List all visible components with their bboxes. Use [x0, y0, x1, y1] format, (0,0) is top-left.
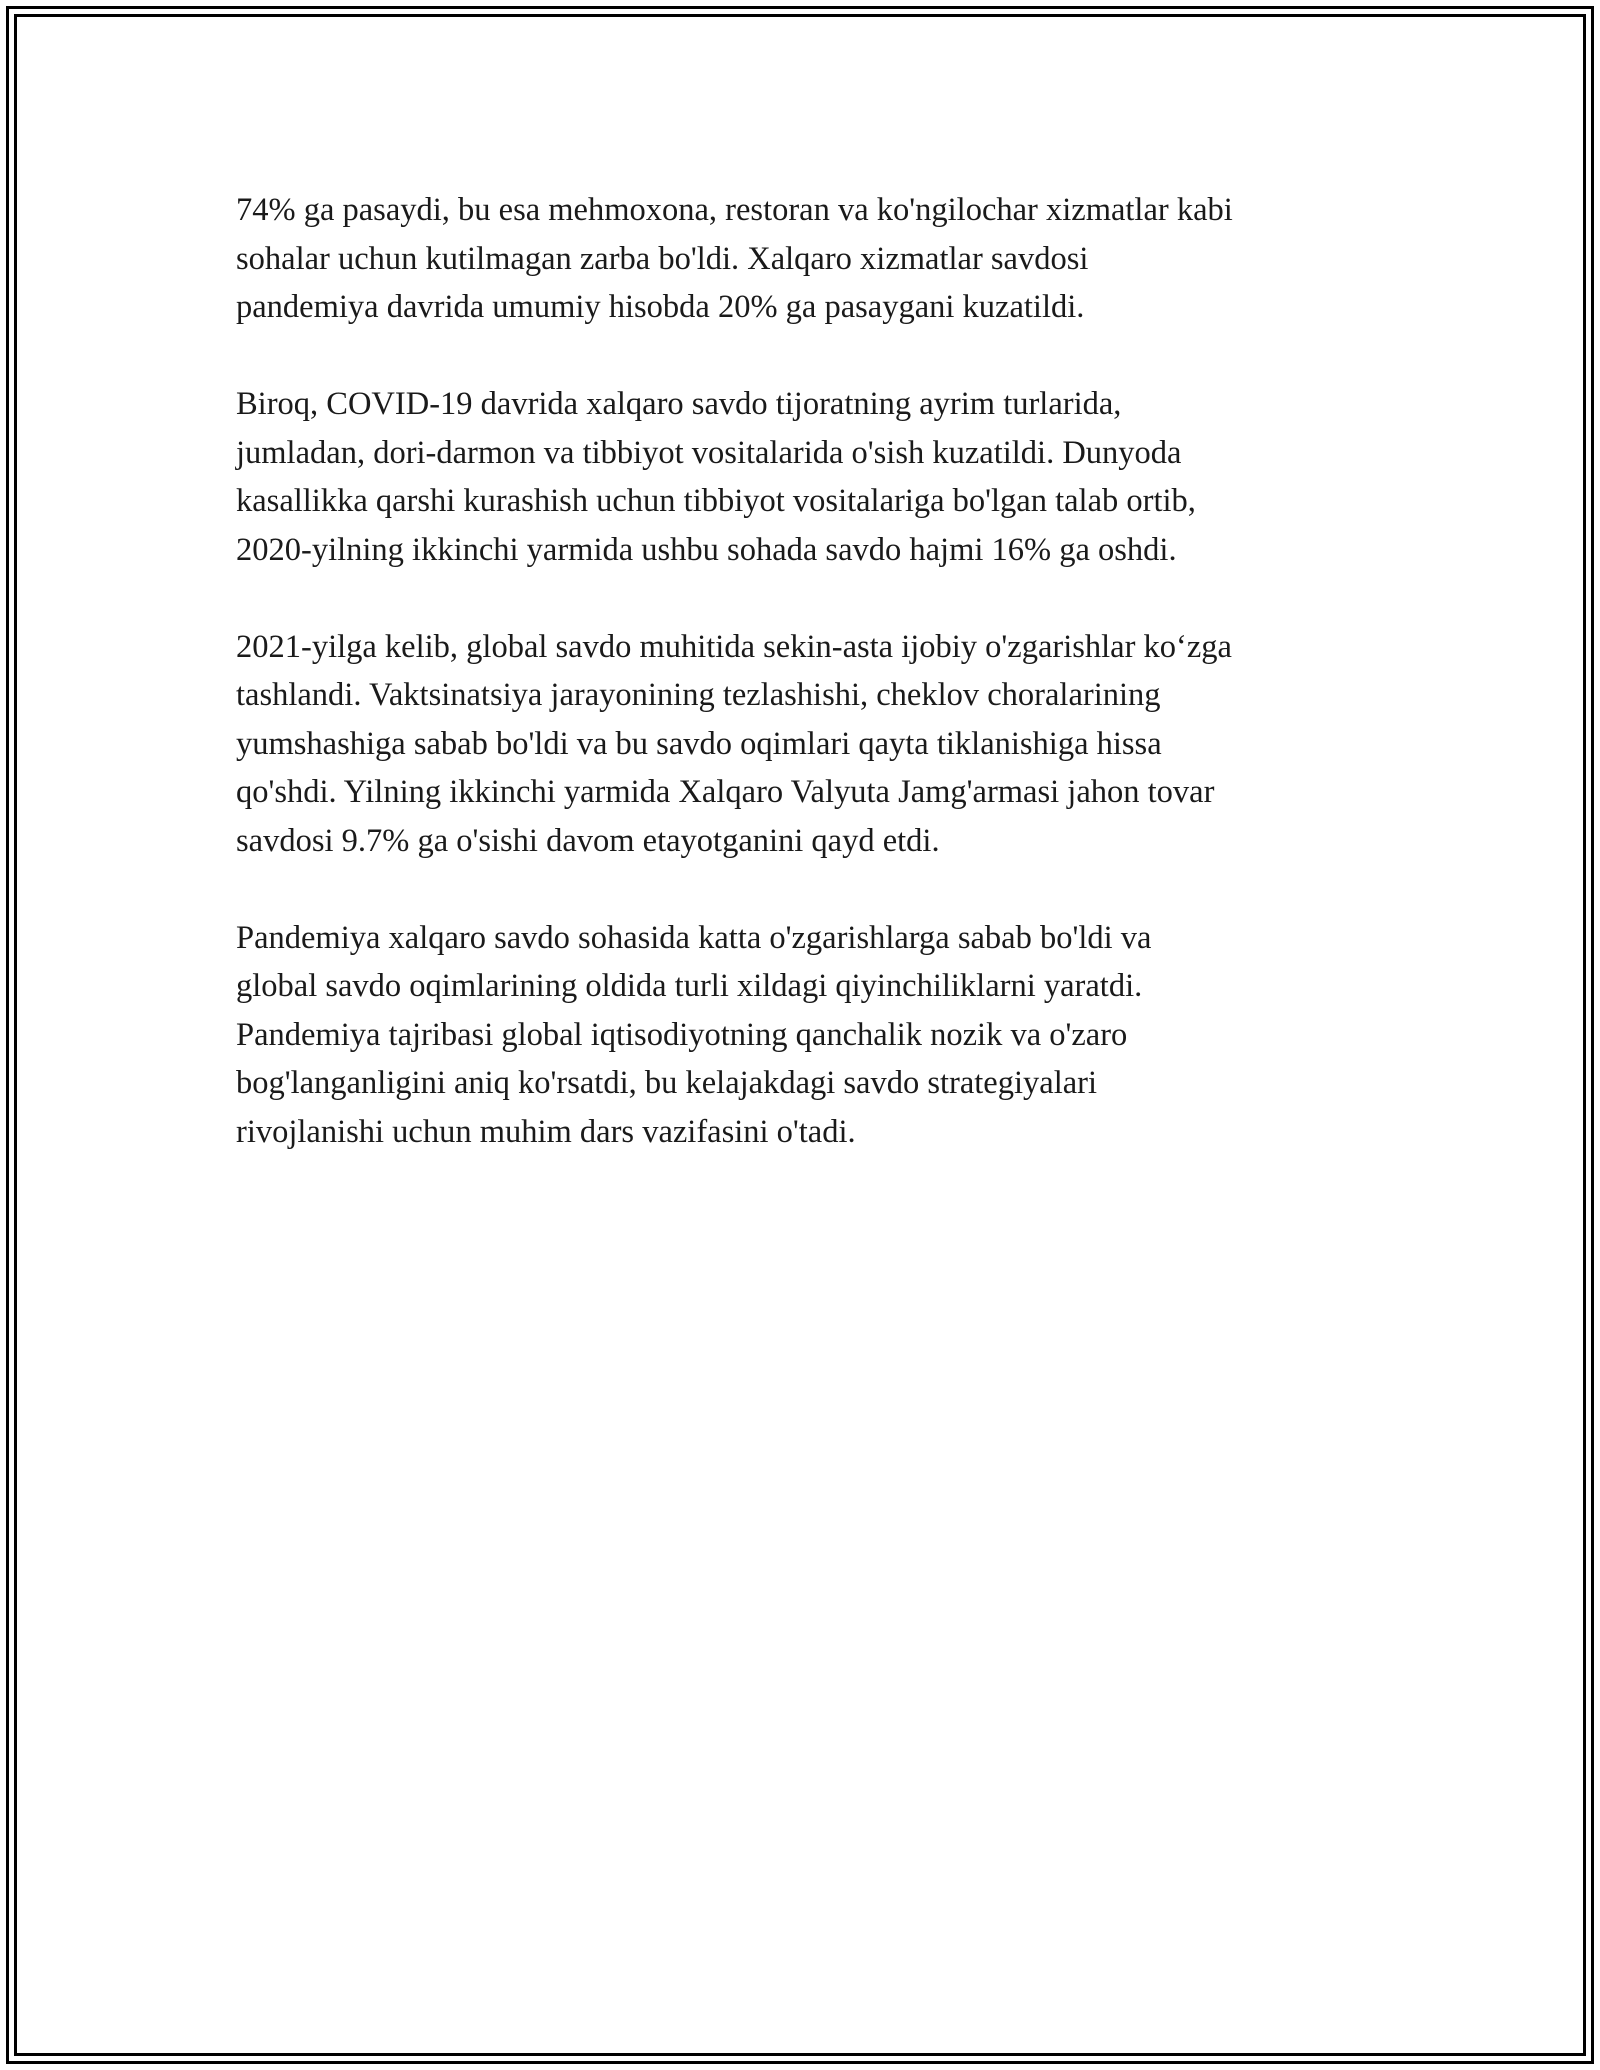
text-line: 74% ga pasaydi, bu esa mehmoxona, restoran va ko'ngilochar xizmatlar kabi	[236, 192, 1233, 228]
text-line: global savdo oqimlarining oldida turli xildagi qiyinchiliklarni yaratdi.	[236, 968, 1143, 1004]
text-line: savdosi 9.7% ga o'sishi davom etayotganini qayd etdi.	[236, 822, 940, 859]
text-line: 2021-yilga kelib, global savdo muhitida sekin-asta ijobiy o'zgarishlar ko‘zga	[236, 628, 1232, 665]
text-line: pandemiya davrida umumiy hisobda 20% ga pasaygani kuzatildi.	[236, 289, 1085, 325]
paragraph-3	[236, 623, 1386, 866]
text-line: yumshashiga sabab bo'ldi va bu savdo oqimlari qayta tiklanishiga hissa	[236, 725, 1162, 762]
text-line: jumladan, dori-darmon va tibbiyot vositalarida o'sish kuzatildi. Dunyoda	[236, 434, 1182, 471]
paragraph-1	[236, 186, 1386, 332]
text-line: tashlandi. Vaktsinatsiya jarayonining tezlashishi, cheklov choralarining	[236, 677, 1161, 713]
paragraph-2	[236, 380, 1386, 574]
text-line: sohalar uchun kutilmagan zarba bo'ldi. Xalqaro xizmatlar savdosi	[236, 240, 1089, 277]
document-body	[236, 186, 1386, 1205]
text-line: bog'langanligini aniq ko'rsatdi, bu kelajakdagi savdo strategiyalari	[236, 1065, 1097, 1101]
text-line: rivojlanishi uchun muhim dars vazifasini o'tadi.	[236, 1113, 856, 1150]
text-line: qo'shdi. Yilning ikkinchi yarmida Xalqaro Valyuta Jamg'armasi jahon tovar	[236, 774, 1215, 810]
text-line: Biroq, COVID-19 davrida xalqaro savdo tijoratning ayrim turlarida,	[236, 386, 1122, 422]
paragraph-4	[236, 914, 1386, 1157]
text-line: kasallikka qarshi kurashish uchun tibbiyot vositalariga bo'lgan talab ortib,	[236, 483, 1196, 519]
text-line: Pandemiya tajribasi global iqtisodiyotning qanchalik nozik va o'zaro	[236, 1016, 1128, 1053]
text-line: Pandemiya xalqaro savdo sohasida katta o'zgarishlarga sabab bo'ldi va	[236, 919, 1152, 956]
text-line: 2020-yilning ikkinchi yarmida ushbu sohada savdo hajmi 16% ga oshdi.	[236, 531, 1177, 568]
